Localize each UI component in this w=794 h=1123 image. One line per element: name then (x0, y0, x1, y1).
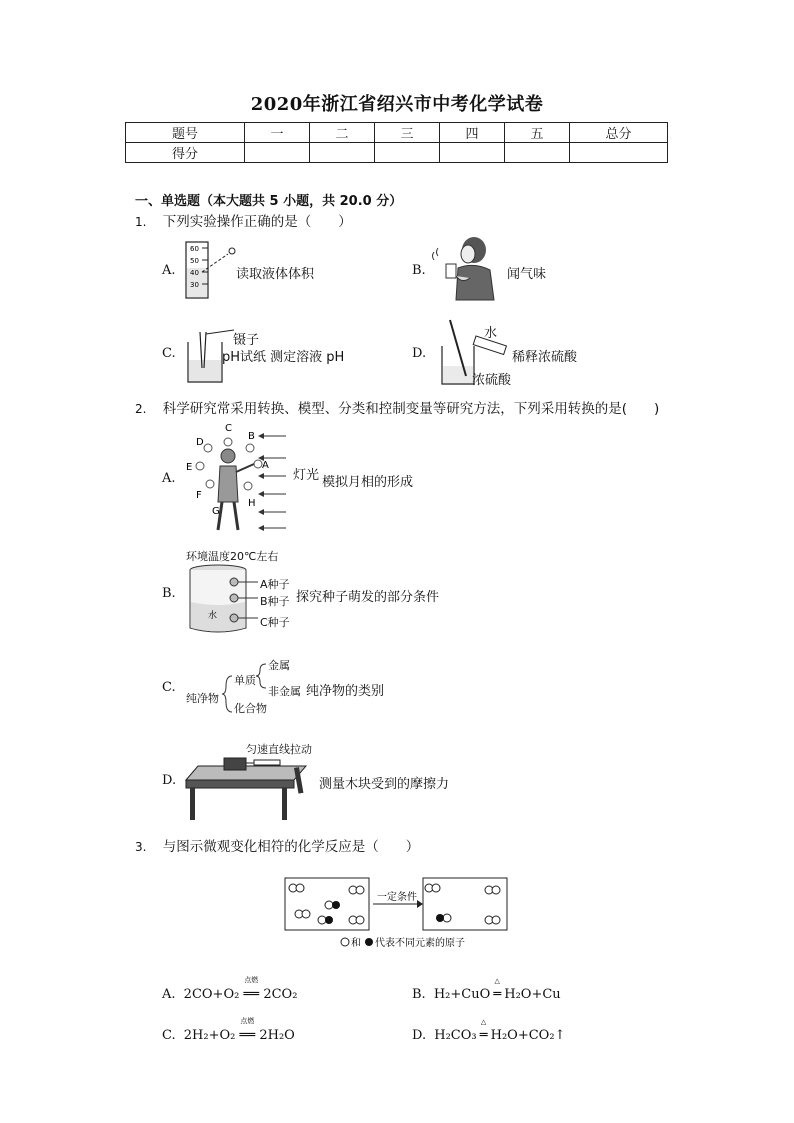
water-mark-label: 水 (208, 611, 218, 621)
tree-node-metal: 金属 (268, 659, 290, 672)
point-label: C (225, 423, 232, 434)
score-table-header-cell: 一 (245, 123, 310, 143)
q2-option-a-letter: A. (162, 471, 176, 486)
reaction-condition: △ (480, 1018, 487, 1026)
score-table-header-cell: 四 (440, 123, 505, 143)
point-label: E (186, 462, 193, 473)
reaction-condition: 点燃 (240, 1017, 255, 1025)
q2-option-b-letter: B. (162, 586, 176, 601)
q2-option-b-caption: 探究种子萌发的部分条件 (296, 590, 440, 605)
point-label: F (196, 490, 202, 501)
question-2 (135, 397, 659, 417)
q1-option-a-letter: A. (162, 263, 176, 278)
option-letter: C. (162, 1028, 176, 1043)
q2-option-c-caption: 纯净物的类别 (306, 684, 385, 699)
q2-option-d-letter: D. (162, 773, 177, 788)
equation-sign: △ ═ (490, 987, 504, 1002)
tree-node-compound: 化合物 (234, 702, 267, 715)
score-cell (245, 143, 310, 163)
section-header (135, 190, 402, 209)
score-table-header-cell: 五 (505, 123, 570, 143)
equation-reactants: 2CO+O₂ (183, 987, 240, 1002)
q1-option-c-letter: C. (162, 346, 176, 361)
page-title: 2020年浙江省绍兴市中考化学试卷 (250, 94, 544, 115)
q2-option-c-letter: C. (162, 680, 176, 695)
legend-tail: 代表不同元素的原子 (375, 938, 465, 949)
q2-option-d-caption: 测量木块受到的摩擦力 (319, 777, 450, 792)
option-letter: D. (412, 1028, 427, 1043)
score-table-header-cell: 二 (310, 123, 375, 143)
equation-products: 2H₂O (259, 1028, 295, 1043)
light-label: 灯光 (293, 468, 320, 483)
score-table-header-row (126, 123, 668, 143)
q3-option-c (162, 1017, 295, 1043)
smelling-gas-figure (430, 232, 502, 302)
equation-products: H₂O+Cu (504, 987, 561, 1002)
reaction-condition: 点燃 (244, 976, 259, 984)
q1-option-d-caption: 稀释浓硫酸 (512, 350, 578, 365)
q2-option-a-caption: 模拟月相的形成 (322, 475, 414, 490)
tick-label: 30 (190, 281, 199, 289)
equation-reactants: 2H₂+O₂ (183, 1028, 236, 1043)
tree-node-element: 单质 (234, 674, 256, 687)
q1-option-d-letter: D. (412, 346, 427, 361)
equation-sign: △ ═ (477, 1028, 491, 1043)
q3-option-d (412, 1018, 566, 1043)
point-label: H (248, 498, 256, 509)
q1-option-b-caption: 闻气味 (507, 267, 547, 282)
section-info: （本大题共 5 小题，共 20.0 分） (200, 194, 403, 209)
question-number: 2. (135, 402, 147, 416)
legend-and: 和 (351, 938, 361, 949)
graduated-cylinder-figure (180, 240, 240, 302)
pull-label: 匀速直线拉动 (246, 743, 312, 756)
point-label: B (248, 431, 255, 442)
score-cell (310, 143, 375, 163)
micro-reaction-diagram (283, 876, 511, 954)
equation-products: H₂O+CO₂↑ (490, 1028, 566, 1043)
score-table-header-cell: 三 (375, 123, 440, 143)
arrow-condition: 一定条件 (377, 892, 417, 903)
tick-label: 50 (190, 257, 199, 265)
score-cell (375, 143, 440, 163)
question-3 (135, 835, 419, 855)
equation-products: 2CO₂ (263, 987, 298, 1002)
seed-c-label: C种子 (260, 616, 290, 629)
q3-option-a (162, 976, 298, 1002)
score-table-row-label: 得分 (126, 143, 245, 163)
score-table (125, 122, 668, 163)
tweezers-label: 镊子 (233, 333, 260, 348)
question-number: 1. (135, 215, 147, 229)
tick-label: 40 (190, 269, 199, 277)
point-label: G (212, 506, 220, 517)
score-cell (505, 143, 570, 163)
q1-option-b-letter: B. (412, 263, 426, 278)
seed-b-label: B种子 (260, 595, 290, 608)
score-cell (440, 143, 505, 163)
option-letter: A. (162, 987, 176, 1002)
question-1 (135, 210, 352, 230)
seed-a-label: A种子 (260, 578, 290, 591)
seed-germination-figure (182, 562, 262, 636)
score-table-header-cell: 总分 (570, 123, 668, 143)
friction-figure (182, 754, 312, 822)
tree-root: 纯净物 (186, 692, 219, 705)
environment-temp-label: 环境温度20℃左右 (186, 550, 279, 563)
option-letter: B. (412, 987, 426, 1002)
q1-option-c-caption: pH试纸 测定溶液 pH (222, 350, 345, 365)
water-label: 水 (484, 326, 498, 341)
question-number: 3. (135, 840, 147, 854)
score-cell (570, 143, 668, 163)
q1-option-a-caption: 读取液体体积 (236, 267, 315, 282)
point-label: D (196, 437, 204, 448)
score-table-header-cell: 题号 (126, 123, 245, 143)
equation-reactants: H₂CO₃ (434, 1028, 477, 1043)
section-label: 一、单选题 (135, 194, 201, 209)
equation-sign: 点燃 ══ (235, 1028, 259, 1043)
reaction-condition: △ (494, 977, 500, 985)
acid-label: 浓硫酸 (472, 373, 512, 388)
score-table-score-row (126, 143, 668, 163)
q3-option-b (412, 977, 561, 1002)
point-label: A (262, 460, 269, 471)
question-stem: 下列实验操作正确的是（ ） (162, 214, 352, 230)
equation-sign: 点燃 ══ (239, 987, 263, 1002)
tree-node-nonmetal: 非金属 (268, 685, 301, 698)
tick-label: 60 (190, 245, 199, 253)
question-stem: 科学研究常采用转换、模型、分类和控制变量等研究方法，下列采用转换的是( ) (162, 401, 660, 417)
moon-phase-figure (182, 418, 294, 534)
question-stem: 与图示微观变化相符的化学反应是（ ） (162, 839, 420, 855)
equation-reactants: H₂+CuO (433, 987, 491, 1002)
